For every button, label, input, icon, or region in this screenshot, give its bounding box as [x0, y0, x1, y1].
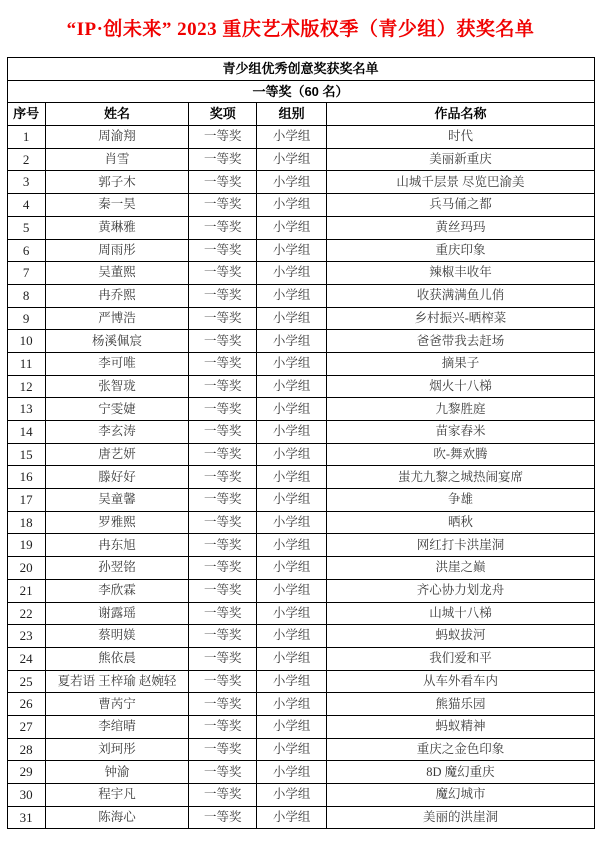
cell-name: 李可唯 [45, 352, 189, 375]
cell-award: 一等奖 [189, 421, 257, 444]
table-row [7, 307, 594, 330]
table-row [7, 194, 594, 217]
cell-work: 我们爱和平 [327, 647, 594, 670]
cell-work: 烟火十八梯 [327, 375, 594, 398]
cell-work: 九黎胜庭 [327, 398, 594, 421]
table-row [7, 284, 594, 307]
cell-award: 一等奖 [189, 625, 257, 648]
cell-award: 一等奖 [189, 579, 257, 602]
cell-award: 一等奖 [189, 489, 257, 512]
cell-name: 谢露瑶 [45, 602, 189, 625]
cell-award: 一等奖 [189, 330, 257, 353]
cell-award: 一等奖 [189, 557, 257, 580]
table-row [7, 239, 594, 262]
table-row [7, 352, 594, 375]
cell-index: 22 [7, 602, 45, 625]
cell-work: 苗家舂米 [327, 421, 594, 444]
table-row [7, 421, 594, 444]
cell-work: 美丽的洪崖洞 [327, 806, 594, 829]
tier-title-row [7, 80, 594, 103]
cell-award: 一等奖 [189, 670, 257, 693]
cell-name: 李欣霖 [45, 579, 189, 602]
cell-index: 15 [7, 443, 45, 466]
cell-award: 一等奖 [189, 262, 257, 285]
cell-award: 一等奖 [189, 693, 257, 716]
cell-group: 小学组 [256, 443, 326, 466]
table-row [7, 579, 594, 602]
column-header-work: 作品名称 [327, 103, 594, 126]
column-header-row [7, 103, 594, 126]
cell-group: 小学组 [256, 806, 326, 829]
cell-group: 小学组 [256, 171, 326, 194]
cell-index: 16 [7, 466, 45, 489]
cell-name: 周雨彤 [45, 239, 189, 262]
table-row [7, 511, 594, 534]
cell-award: 一等奖 [189, 352, 257, 375]
table-row [7, 647, 594, 670]
cell-work: 美丽新重庆 [327, 148, 594, 171]
cell-name: 严博浩 [45, 307, 189, 330]
cell-name: 冉东旭 [45, 534, 189, 557]
cell-index: 11 [7, 352, 45, 375]
table-row [7, 443, 594, 466]
table-row [7, 148, 594, 171]
cell-group: 小学组 [256, 262, 326, 285]
cell-name: 夏若语 王梓瑜 赵婉轻 [45, 670, 189, 693]
cell-work: 蚂蚁精神 [327, 715, 594, 738]
cell-work: 8D 魔幻重庆 [327, 761, 594, 784]
table-row [7, 557, 594, 580]
cell-group: 小学组 [256, 670, 326, 693]
table-row [7, 534, 594, 557]
cell-index: 14 [7, 421, 45, 444]
column-header-award: 奖项 [189, 103, 257, 126]
cell-award: 一等奖 [189, 761, 257, 784]
cell-name: 罗雅熙 [45, 511, 189, 534]
cell-group: 小学组 [256, 194, 326, 217]
section-title-row [7, 58, 594, 81]
cell-group: 小学组 [256, 239, 326, 262]
cell-index: 21 [7, 579, 45, 602]
awards-table-body [7, 126, 594, 829]
cell-award: 一等奖 [189, 239, 257, 262]
cell-name: 蔡明媄 [45, 625, 189, 648]
cell-work: 爸爸带我去赶场 [327, 330, 594, 353]
cell-name: 李玄涛 [45, 421, 189, 444]
cell-award: 一等奖 [189, 126, 257, 149]
cell-index: 5 [7, 216, 45, 239]
cell-name: 肖雪 [45, 148, 189, 171]
cell-award: 一等奖 [189, 307, 257, 330]
cell-index: 18 [7, 511, 45, 534]
cell-name: 黄琳雅 [45, 216, 189, 239]
table-row [7, 761, 594, 784]
cell-name: 李绾晴 [45, 715, 189, 738]
table-row [7, 171, 594, 194]
cell-work: 山城十八梯 [327, 602, 594, 625]
cell-name: 钟渝 [45, 761, 189, 784]
cell-group: 小学组 [256, 761, 326, 784]
column-header-index: 序号 [7, 103, 45, 126]
cell-name: 吴童馨 [45, 489, 189, 512]
cell-index: 6 [7, 239, 45, 262]
cell-index: 30 [7, 784, 45, 807]
cell-group: 小学组 [256, 307, 326, 330]
cell-index: 23 [7, 625, 45, 648]
cell-group: 小学组 [256, 738, 326, 761]
cell-group: 小学组 [256, 352, 326, 375]
table-row [7, 466, 594, 489]
cell-index: 2 [7, 148, 45, 171]
cell-group: 小学组 [256, 784, 326, 807]
cell-index: 28 [7, 738, 45, 761]
table-row [7, 670, 594, 693]
cell-index: 8 [7, 284, 45, 307]
cell-index: 24 [7, 647, 45, 670]
cell-name: 孙翌铭 [45, 557, 189, 580]
cell-group: 小学组 [256, 398, 326, 421]
cell-index: 27 [7, 715, 45, 738]
cell-name: 郭子木 [45, 171, 189, 194]
table-row [7, 806, 594, 829]
cell-name: 秦一昊 [45, 194, 189, 217]
cell-work: 从车外看车内 [327, 670, 594, 693]
cell-index: 19 [7, 534, 45, 557]
cell-work: 重庆印象 [327, 239, 594, 262]
cell-name: 曹芮宁 [45, 693, 189, 716]
cell-index: 1 [7, 126, 45, 149]
cell-group: 小学组 [256, 375, 326, 398]
table-row [7, 489, 594, 512]
cell-work: 辣椒丰收年 [327, 262, 594, 285]
cell-work: 蚂蚁拔河 [327, 625, 594, 648]
cell-group: 小学组 [256, 715, 326, 738]
cell-award: 一等奖 [189, 602, 257, 625]
awards-table [7, 57, 595, 829]
table-row [7, 375, 594, 398]
cell-award: 一等奖 [189, 398, 257, 421]
cell-work: 晒秋 [327, 511, 594, 534]
cell-index: 7 [7, 262, 45, 285]
cell-name: 宁雯婕 [45, 398, 189, 421]
table-row [7, 126, 594, 149]
cell-work: 兵马俑之都 [327, 194, 594, 217]
table-row [7, 398, 594, 421]
cell-name: 陈海心 [45, 806, 189, 829]
cell-name: 滕好好 [45, 466, 189, 489]
cell-work: 摘果子 [327, 352, 594, 375]
cell-award: 一等奖 [189, 443, 257, 466]
column-header-name: 姓名 [45, 103, 189, 126]
cell-group: 小学组 [256, 466, 326, 489]
cell-group: 小学组 [256, 602, 326, 625]
cell-group: 小学组 [256, 126, 326, 149]
cell-group: 小学组 [256, 534, 326, 557]
cell-award: 一等奖 [189, 171, 257, 194]
cell-award: 一等奖 [189, 534, 257, 557]
page-title: “IP·创未来” 2023 重庆艺术版权季（青少组）获奖名单 [66, 19, 535, 40]
cell-work: 山城千层景 尽览巴渝美 [327, 171, 594, 194]
cell-index: 29 [7, 761, 45, 784]
cell-award: 一等奖 [189, 647, 257, 670]
cell-name: 杨溪佩宸 [45, 330, 189, 353]
cell-award: 一等奖 [189, 738, 257, 761]
cell-group: 小学组 [256, 511, 326, 534]
cell-group: 小学组 [256, 284, 326, 307]
cell-group: 小学组 [256, 489, 326, 512]
cell-award: 一等奖 [189, 466, 257, 489]
cell-award: 一等奖 [189, 375, 257, 398]
cell-index: 31 [7, 806, 45, 829]
cell-index: 4 [7, 194, 45, 217]
cell-award: 一等奖 [189, 784, 257, 807]
table-row [7, 330, 594, 353]
cell-index: 9 [7, 307, 45, 330]
cell-award: 一等奖 [189, 511, 257, 534]
cell-index: 12 [7, 375, 45, 398]
cell-index: 13 [7, 398, 45, 421]
cell-group: 小学组 [256, 557, 326, 580]
cell-work: 熊猫乐园 [327, 693, 594, 716]
table-row [7, 216, 594, 239]
cell-group: 小学组 [256, 647, 326, 670]
cell-work: 收获满满鱼儿俏 [327, 284, 594, 307]
cell-work: 重庆之金色印象 [327, 738, 594, 761]
cell-award: 一等奖 [189, 715, 257, 738]
table-row [7, 625, 594, 648]
cell-index: 20 [7, 557, 45, 580]
cell-group: 小学组 [256, 579, 326, 602]
cell-name: 周渝翔 [45, 126, 189, 149]
cell-group: 小学组 [256, 216, 326, 239]
cell-name: 冉乔熙 [45, 284, 189, 307]
cell-award: 一等奖 [189, 216, 257, 239]
table-row [7, 784, 594, 807]
cell-name: 程宇凡 [45, 784, 189, 807]
cell-index: 10 [7, 330, 45, 353]
cell-group: 小学组 [256, 693, 326, 716]
cell-work: 齐心协力划龙舟 [327, 579, 594, 602]
cell-name: 吴董熙 [45, 262, 189, 285]
cell-name: 刘珂彤 [45, 738, 189, 761]
cell-work: 吹-舞欢腾 [327, 443, 594, 466]
cell-group: 小学组 [256, 148, 326, 171]
cell-work: 争雄 [327, 489, 594, 512]
cell-group: 小学组 [256, 330, 326, 353]
cell-work: 网红打卡洪崖洞 [327, 534, 594, 557]
cell-name: 唐艺妍 [45, 443, 189, 466]
cell-index: 3 [7, 171, 45, 194]
cell-name: 熊依晨 [45, 647, 189, 670]
column-header-group: 组别 [256, 103, 326, 126]
table-row [7, 262, 594, 285]
table-row [7, 715, 594, 738]
table-row [7, 602, 594, 625]
award-tier-title: 一等奖（60 名） [7, 80, 594, 103]
cell-group: 小学组 [256, 421, 326, 444]
cell-group: 小学组 [256, 625, 326, 648]
cell-work: 蚩尤九黎之城热闹宴席 [327, 466, 594, 489]
cell-work: 黄丝玛玛 [327, 216, 594, 239]
cell-award: 一等奖 [189, 806, 257, 829]
table-row [7, 738, 594, 761]
cell-award: 一等奖 [189, 284, 257, 307]
cell-index: 17 [7, 489, 45, 512]
cell-work: 乡村振兴-晒榨菜 [327, 307, 594, 330]
cell-index: 25 [7, 670, 45, 693]
table-row [7, 693, 594, 716]
cell-index: 26 [7, 693, 45, 716]
section-title: 青少组优秀创意奖获奖名单 [7, 58, 594, 81]
cell-award: 一等奖 [189, 194, 257, 217]
cell-work: 魔幻城市 [327, 784, 594, 807]
cell-work: 洪崖之巅 [327, 557, 594, 580]
cell-award: 一等奖 [189, 148, 257, 171]
cell-work: 时代 [327, 126, 594, 149]
cell-name: 张智珑 [45, 375, 189, 398]
